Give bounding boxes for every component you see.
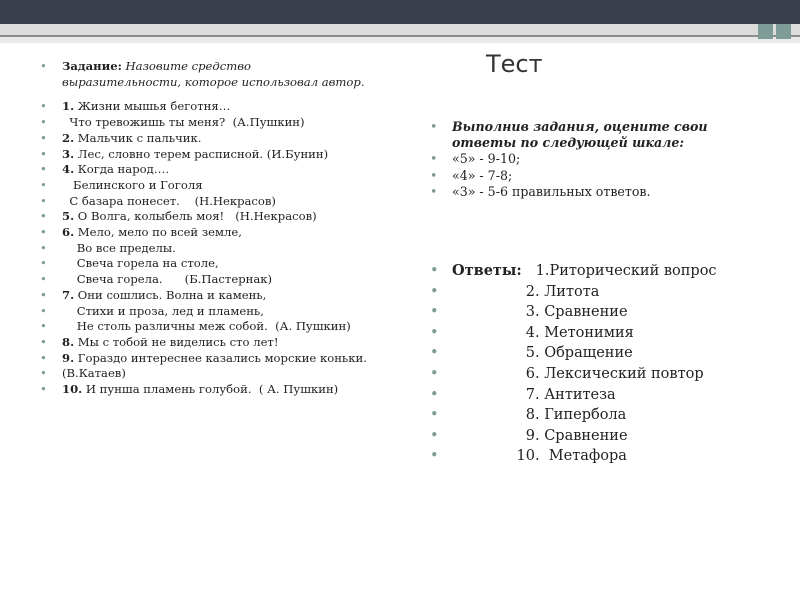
task-text-line1: Назовите средство bbox=[125, 59, 251, 73]
decor-square-left bbox=[758, 24, 773, 39]
scale-item: • «3» - 5-6 правильных ответов. bbox=[430, 184, 708, 200]
task-number: 1. bbox=[62, 99, 75, 114]
task-item bbox=[40, 288, 367, 304]
task-text: Свеча горела на столе, bbox=[62, 256, 219, 271]
grading-scale bbox=[430, 119, 708, 200]
task-number: 5. bbox=[62, 209, 75, 224]
task-label: Задание: bbox=[62, 59, 122, 73]
task-item bbox=[40, 131, 367, 147]
task-text: (В.Катаев) bbox=[62, 366, 126, 381]
task-text: Когда народ…. bbox=[74, 162, 170, 177]
task-item bbox=[40, 99, 367, 115]
task-item bbox=[40, 194, 367, 210]
task-list bbox=[40, 59, 367, 398]
task-text: Мы с тобой не виделись сто лет! bbox=[74, 334, 279, 349]
task-item bbox=[40, 256, 367, 272]
task-number: 8. bbox=[62, 334, 75, 349]
task-text: Во все пределы. bbox=[62, 240, 176, 255]
task-item bbox=[40, 178, 367, 194]
task-item bbox=[40, 115, 367, 131]
answer-item: • 2. Литота bbox=[430, 282, 717, 303]
answer-item: • 6. Лексический повтор bbox=[430, 364, 717, 385]
task-item bbox=[40, 225, 367, 241]
answers-list bbox=[430, 261, 717, 467]
scale-item: • «5» - 9-10; bbox=[430, 151, 708, 167]
task-item bbox=[40, 351, 367, 367]
task-item bbox=[40, 382, 367, 398]
task-text: Лес, словно терем расписной. (И.Бунин) bbox=[74, 146, 329, 161]
task-item bbox=[40, 241, 367, 257]
task-text: Мальчик с пальчик. bbox=[74, 130, 202, 145]
header-shadow bbox=[0, 37, 800, 43]
task-number: 7. bbox=[62, 287, 75, 302]
answer-item: • 10. Метафора bbox=[430, 446, 717, 467]
task-text: Гораздо интереснее казались морские коньки. bbox=[74, 350, 367, 365]
task-item bbox=[40, 162, 367, 178]
task-text: С базара понесет. (Н.Некрасов) bbox=[62, 193, 276, 208]
task-text: И пунша пламень голубой. ( А. Пушкин) bbox=[82, 382, 339, 397]
task-text-line2: выразительности, которое использовал автор. bbox=[62, 74, 365, 89]
task-number: 4. bbox=[62, 162, 75, 177]
task-text: Жизни мышья беготня… bbox=[74, 99, 231, 114]
task-item bbox=[40, 272, 367, 288]
task-item bbox=[40, 319, 367, 335]
instruction bbox=[430, 119, 708, 151]
slide-header-bar bbox=[0, 0, 800, 24]
task-text: Стихи и проза, лед и пламень, bbox=[62, 303, 264, 318]
instruction-line2: ответы по следующей шкале: bbox=[452, 135, 685, 151]
task-number: 6. bbox=[62, 225, 75, 240]
decor-square-right bbox=[776, 24, 791, 39]
task-number: 10. bbox=[62, 382, 83, 397]
answers-label: Ответы: bbox=[452, 262, 522, 279]
task-item bbox=[40, 366, 367, 382]
slide-title: Тест bbox=[486, 50, 543, 78]
scale-item: • «4» - 7-8; bbox=[430, 168, 708, 184]
task-number: 9. bbox=[62, 350, 75, 365]
task-item bbox=[40, 147, 367, 163]
task-number: 2. bbox=[62, 130, 75, 145]
task-item bbox=[40, 304, 367, 320]
answer-item: • 5. Обращение bbox=[430, 343, 717, 364]
answer-item: • 8. Гипербола bbox=[430, 405, 717, 426]
answer-item: • 9. Сравнение bbox=[430, 426, 717, 447]
task-text: О Волга, колыбель моя! (Н.Некрасов) bbox=[74, 209, 317, 224]
task-text: Свеча горела. (Б.Пастернак) bbox=[62, 272, 273, 287]
answer-item: • 7. Антитеза bbox=[430, 385, 717, 406]
task-text: Что тревожишь ты меня? (А.Пушкин) bbox=[62, 115, 305, 130]
task-item bbox=[40, 335, 367, 351]
task-number: 3. bbox=[62, 146, 75, 161]
task-text: Они сошлись. Волна и камень, bbox=[74, 287, 267, 302]
instruction-line1: Выполнив задания, оцените свои bbox=[452, 119, 708, 134]
answer-item: • 4. Метонимия bbox=[430, 323, 717, 344]
answer-text: 1.Риторический вопрос bbox=[521, 263, 717, 279]
task-item bbox=[40, 209, 367, 225]
task-statement bbox=[40, 59, 367, 90]
task-text: Не столь различны меж собой. (А. Пушкин) bbox=[62, 319, 351, 334]
answer-item bbox=[430, 261, 717, 282]
answer-item: • 3. Сравнение bbox=[430, 302, 717, 323]
task-text: Мело, мело по всей земле, bbox=[74, 225, 242, 240]
task-text: Белинского и Гоголя bbox=[62, 177, 203, 192]
header-stripe bbox=[0, 24, 800, 35]
